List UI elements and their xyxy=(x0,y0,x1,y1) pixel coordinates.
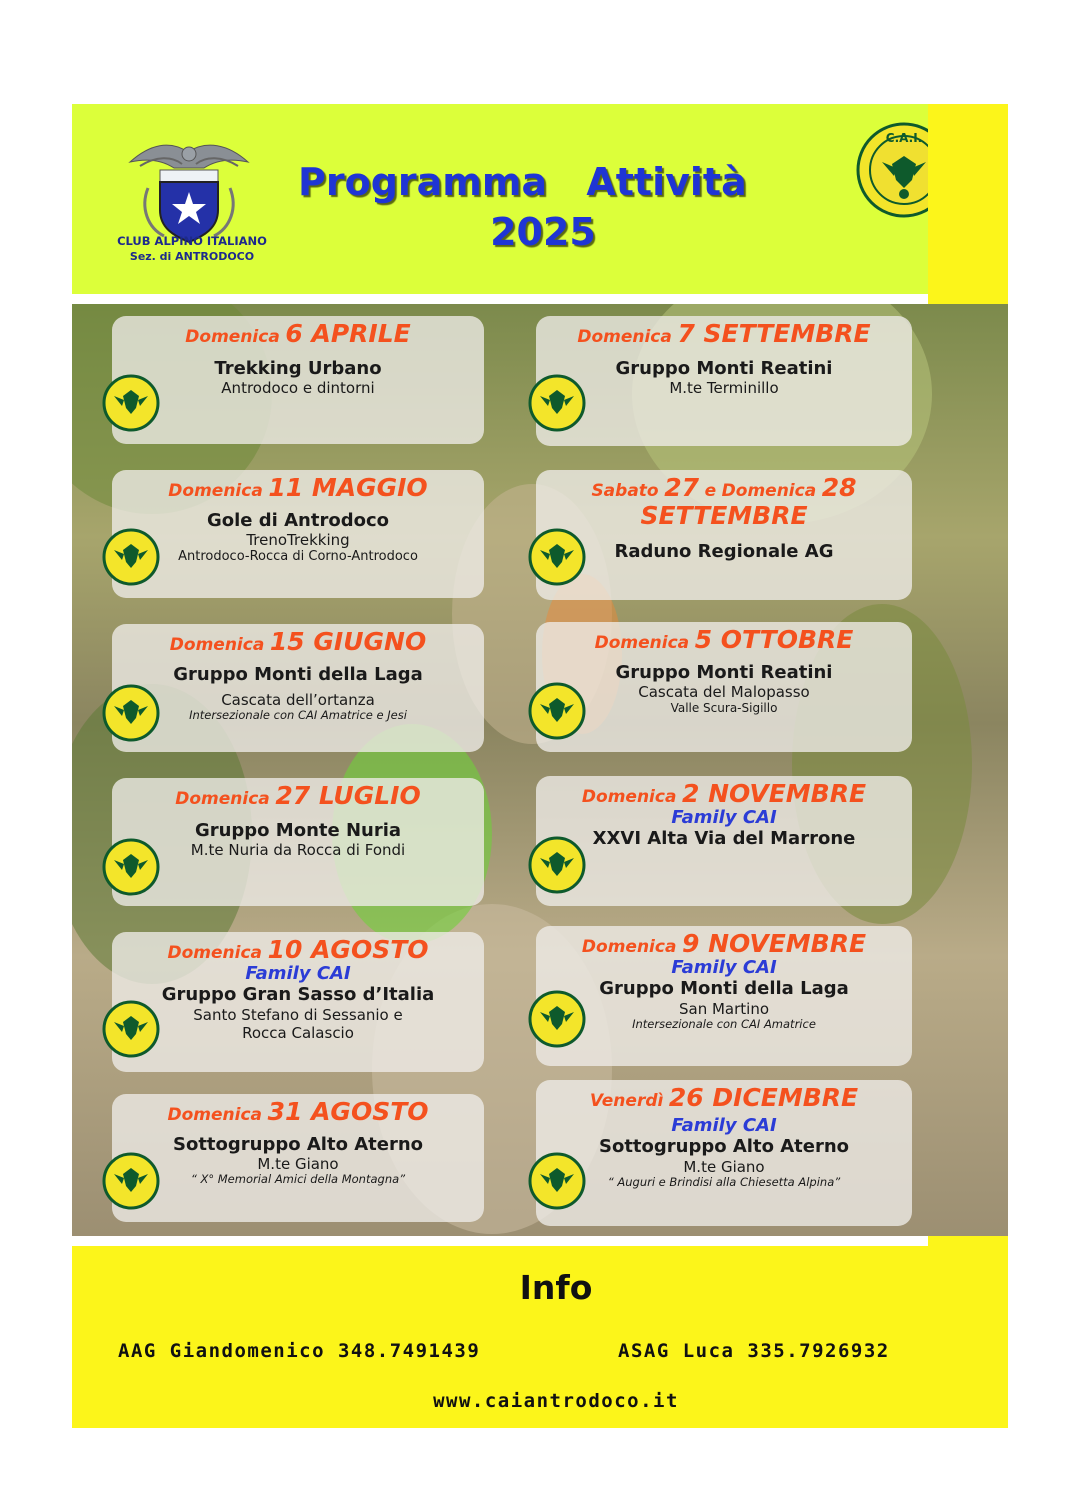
event-day-2: Domenica xyxy=(721,481,817,501)
event-date: 7 SETTEMBRE xyxy=(677,319,871,348)
contact-asag: ASAG Luca 335.7926932 xyxy=(618,1340,890,1362)
event-day: Domenica xyxy=(167,943,262,963)
event-date: 31 AGOSTO xyxy=(267,1097,429,1126)
event-title: Gruppo Monti Reatini xyxy=(615,661,833,683)
event-date-2: 28 xyxy=(821,473,857,502)
event-location: San Martino xyxy=(678,999,770,1018)
event-date: 26 DICEMBRE xyxy=(668,1083,859,1112)
family-cai-label: Family CAI xyxy=(671,956,777,978)
event-title: Gruppo Monte Nuria xyxy=(194,819,402,841)
event-card[interactable] xyxy=(536,926,912,1066)
info-heading: Info xyxy=(519,1268,593,1307)
ag-badge-icon xyxy=(102,1000,160,1058)
ag-badge-icon xyxy=(528,682,586,740)
event-card[interactable] xyxy=(536,470,912,600)
event-card[interactable] xyxy=(112,932,484,1072)
event-note: Intersezionale con CAI Amatrice xyxy=(632,1016,816,1031)
ag-badge-icon xyxy=(102,1152,160,1210)
website-link[interactable]: www.caiantrodoco.it xyxy=(433,1390,679,1412)
event-date: 2 NOVEMBRE xyxy=(682,779,867,808)
event-conjunction: e xyxy=(704,481,717,501)
event-day: Domenica xyxy=(581,937,677,957)
event-card[interactable] xyxy=(112,1094,484,1222)
event-title: Sottogruppo Alto Aterno xyxy=(598,1136,850,1158)
ag-badge-icon xyxy=(528,836,586,894)
event-date: 15 GIUGNO xyxy=(269,627,427,656)
poster xyxy=(72,104,1008,1428)
event-date: 5 OTTOBRE xyxy=(694,625,854,654)
event-card[interactable] xyxy=(536,1080,912,1226)
event-date: 11 MAGGIO xyxy=(268,473,428,502)
event-day: Domenica xyxy=(175,789,270,809)
event-location: Cascata dell’ortanza xyxy=(221,691,375,710)
family-cai-label: Family CAI xyxy=(671,806,777,828)
event-note: “ Auguri e Brindisi alla Chiesetta Alpina” xyxy=(607,1174,841,1189)
event-title: Gruppo Monti Reatini xyxy=(615,357,833,379)
event-location: M.te Nuria da Rocca di Fondi xyxy=(190,841,406,860)
ag-badge-icon xyxy=(102,528,160,586)
event-day: Domenica xyxy=(581,787,677,807)
event-card[interactable] xyxy=(112,624,484,752)
event-day: Sabato xyxy=(591,481,659,501)
section-name: Sez. di ANTRODOCO xyxy=(129,250,255,263)
event-location: M.te Giano xyxy=(683,1157,765,1176)
event-title: Gruppo Monti della Laga xyxy=(173,663,423,685)
event-title: XXVI Alta Via del Marrone xyxy=(592,828,856,850)
event-location: Antrodoco e dintorni xyxy=(221,379,375,398)
club-name: CLUB ALPINO ITALIANO xyxy=(117,234,267,248)
family-cai-label: Family CAI xyxy=(245,962,351,984)
family-cai-label: Family CAI xyxy=(671,1114,777,1136)
badge-cai-text: C.A.I. xyxy=(885,131,923,145)
ag-badge-icon xyxy=(102,838,160,896)
header xyxy=(72,104,928,294)
event-card[interactable] xyxy=(112,316,484,444)
ag-badge-icon xyxy=(102,374,160,432)
event-title: Gruppo Gran Sasso d’Italia xyxy=(161,984,435,1006)
event-title: Gruppo Monti della Laga xyxy=(599,978,849,1000)
event-day: Venerdì xyxy=(589,1091,664,1111)
event-day: Domenica xyxy=(594,633,690,653)
event-location: M.te Terminillo xyxy=(669,379,779,398)
event-card[interactable] xyxy=(536,622,912,752)
page-title: Programma Attività xyxy=(298,160,747,204)
event-location-2: Rocca Calascio xyxy=(242,1023,354,1042)
event-title: Gole di Antrodoco xyxy=(207,509,389,531)
event-date: 27 xyxy=(664,473,699,502)
event-note: “ X° Memorial Amici della Montagna” xyxy=(190,1172,406,1187)
event-card[interactable] xyxy=(112,470,484,598)
event-location: Cascata del Malopasso xyxy=(638,683,810,702)
contact-aag: AAG Giandomenico 348.7491439 xyxy=(118,1340,481,1362)
event-note: Valle Scura-Sigillo xyxy=(670,701,778,716)
event-card[interactable] xyxy=(536,316,912,446)
event-date: 10 AGOSTO xyxy=(267,935,429,964)
event-location: Santo Stefano di Sessanio e xyxy=(193,1005,403,1024)
event-date: 27 LUGLIO xyxy=(275,781,421,810)
event-date: 9 NOVEMBRE xyxy=(682,929,867,958)
event-day: Domenica xyxy=(169,635,265,655)
event-route: Antrodoco-Rocca di Corno-Antrodoco xyxy=(178,549,418,565)
ag-badge-icon xyxy=(528,990,586,1048)
event-day: Domenica xyxy=(185,327,280,347)
event-date: 6 APRILE xyxy=(285,319,411,348)
ag-badge-icon xyxy=(102,684,160,742)
event-card[interactable] xyxy=(536,776,912,906)
event-title: Raduno Regionale AG xyxy=(614,541,834,562)
event-note: Intersezionale con CAI Amatrice e Jesi xyxy=(189,708,407,723)
footer xyxy=(72,1246,1008,1428)
event-location: M.te Giano xyxy=(257,1155,339,1174)
ag-badge-icon xyxy=(528,528,586,586)
page-year: 2025 xyxy=(490,210,596,254)
event-day: Domenica xyxy=(577,327,672,347)
event-location: TrenoTrekking xyxy=(246,531,350,550)
event-title: Trekking Urbano xyxy=(214,357,382,379)
event-day: Domenica xyxy=(168,481,263,501)
event-month: SETTEMBRE xyxy=(640,500,808,530)
event-card[interactable] xyxy=(112,778,484,906)
event-day: Domenica xyxy=(167,1105,262,1125)
ag-badge-icon xyxy=(528,374,586,432)
event-title: Sottogruppo Alto Aterno xyxy=(172,1133,424,1155)
ag-badge-icon xyxy=(528,1152,586,1210)
